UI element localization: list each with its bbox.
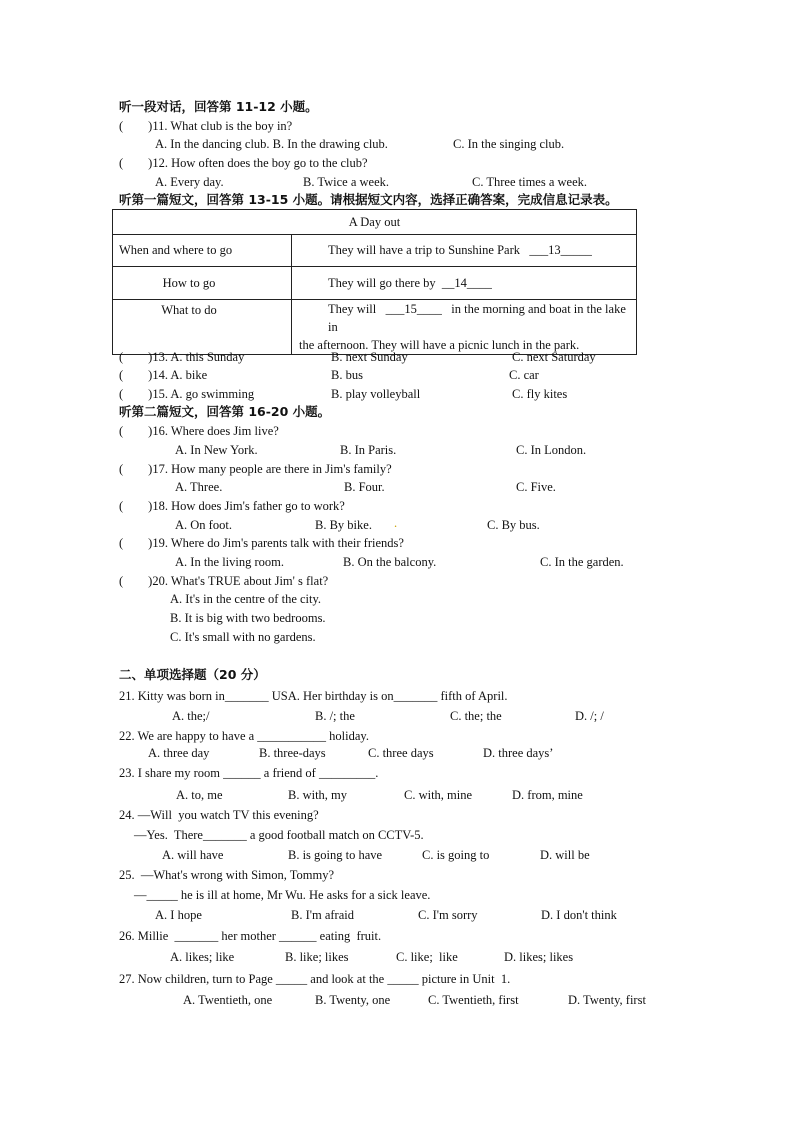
question-26: 26. Millie _______ her mother ______ eating fruit.	[119, 929, 382, 943]
q23-option-c: C. with, mine	[404, 788, 473, 802]
question-12: ( )12. How often does the boy go to the club?	[119, 156, 368, 170]
q16-option-c: C. In London.	[516, 443, 587, 457]
q22-option-b: B. three-days	[259, 746, 326, 760]
question-19: ( )19. Where do Jim's parents talk with their friends?	[119, 536, 404, 550]
blank-14: __14____	[441, 275, 492, 290]
q13-option-c: C. next Saturday	[512, 350, 596, 364]
table-label-when-where: When and where to go	[113, 235, 292, 267]
question-27: 27. Now children, turn to Page _____ and look at the _____ picture in Unit 1.	[119, 972, 511, 986]
q14-option-b: B. bus	[331, 368, 363, 382]
question-11: ( )11. What club is the boy in?	[119, 119, 293, 133]
q15-option-c: C. fly kites	[512, 387, 568, 401]
q25-option-a: A. I hope	[155, 908, 202, 922]
q15-option-b: B. play volleyball	[331, 387, 421, 401]
question-20: ( )20. What's TRUE about Jim' s flat?	[119, 574, 329, 588]
question-15: ( )15. A. go swimming	[119, 387, 255, 401]
table-cell-how: They will go there by __14____	[292, 267, 637, 300]
q25-option-c: C. I'm sorry	[418, 908, 478, 922]
q20-option-c: C. It's small with no gardens.	[170, 630, 316, 644]
question-16: ( )16. Where does Jim live?	[119, 424, 279, 438]
q25-option-b: B. I'm afraid	[291, 908, 354, 922]
table-cell-when-where: They will have a trip to Sunshine Park ___13_____	[292, 235, 637, 267]
question-22: 22. We are happy to have a ___________ holiday.	[119, 729, 369, 743]
q18-option-b: B. By bike.	[315, 518, 372, 532]
q16-option-b: B. In Paris.	[340, 443, 397, 457]
q19-option-b: B. On the balcony.	[343, 555, 437, 569]
q23-option-b: B. with, my	[288, 788, 348, 802]
q20-option-a: A. It's in the centre of the city.	[170, 592, 322, 606]
info-record-table	[112, 209, 637, 355]
q24-option-c: C. is going to	[422, 848, 490, 862]
heading-q11-12: 听一段对话，回答第 11-12 小题。	[119, 99, 318, 114]
heading-q13-15: 听第一篇短文，回答第 13-15 小题。请根据短文内容，选择正确答案，完成信息记录表。	[119, 192, 618, 207]
question-25-reply: —_____ he is ill at home, Mr Wu. He asks for a sick leave.	[134, 888, 431, 902]
question-18: ( )18. How does Jim's father go to work?	[119, 499, 345, 513]
question-24: 24. —Will you watch TV this evening?	[119, 808, 319, 822]
q14-option-c: C. car	[509, 368, 539, 382]
q27-option-d: D. Twenty, first	[568, 993, 646, 1007]
heading-q16-20: 听第二篇短文，回答第 16-20 小题。	[119, 404, 331, 419]
q19-option-a: A. In the living room.	[175, 555, 285, 569]
q27-option-b: B. Twenty, one	[315, 993, 391, 1007]
q17-option-c: C. Five.	[516, 480, 556, 494]
q24-option-b: B. is going to have	[288, 848, 383, 862]
question-23: 23. I share my room ______ a friend of _________.	[119, 766, 379, 780]
q13-option-b: B. next Sunday	[331, 350, 408, 364]
q17-option-b: B. Four.	[344, 480, 385, 494]
blank-13: ___13_____	[529, 243, 592, 257]
q18-option-c: C. By bus.	[487, 518, 540, 532]
q26-option-a: A. likes; like	[170, 950, 235, 964]
question-21: 21. Kitty was born in_______ USA. Her birthday is on_______ fifth of April.	[119, 689, 508, 703]
q21-option-a: A. the;/	[172, 709, 210, 723]
table-title: A Day out	[113, 210, 637, 235]
q11-option-ab: A. In the dancing club. B. In the drawing club.	[155, 137, 388, 151]
q22-option-c: C. three days	[368, 746, 434, 760]
q26-option-d: D. likes; likes	[504, 950, 574, 964]
question-24-reply: —Yes. There_______ a good football match on CCTV-5.	[134, 828, 424, 842]
q21-option-c: C. the; the	[450, 709, 502, 723]
q26-option-b: B. like; likes	[285, 950, 349, 964]
stray-dot: .	[394, 516, 398, 530]
q24-option-d: D. will be	[540, 848, 590, 862]
q25-option-d: D. I don't think	[541, 908, 617, 922]
question-14: ( )14. A. bike	[119, 368, 208, 382]
q12-option-b: B. Twice a week.	[303, 175, 390, 189]
q20-option-b: B. It is big with two bedrooms.	[170, 611, 326, 625]
q12-option-a: A. Every day.	[155, 175, 224, 189]
q21-option-d: D. /; /	[575, 709, 604, 723]
q23-option-a: A. to, me	[176, 788, 223, 802]
q24-option-a: A. will have	[162, 848, 224, 862]
table-cell-what: They will ___15____ in the morning and boat in the lake in the afternoon. They will have a picnic lunch in the park.	[292, 300, 637, 355]
table-label-what: What to do	[113, 300, 292, 355]
q17-option-a: A. Three.	[175, 480, 223, 494]
question-25: 25. —What's wrong with Simon, Tommy?	[119, 868, 335, 882]
q19-option-c: C. In the garden.	[540, 555, 624, 569]
q12-option-c: C. Three times a week.	[472, 175, 588, 189]
q23-option-d: D. from, mine	[512, 788, 583, 802]
heading-section-2: 二、单项选择题（20 分）	[119, 667, 266, 682]
q27-option-c: C. Twentieth, first	[428, 993, 519, 1007]
blank-15: ___15____	[385, 302, 442, 316]
question-17: ( )17. How many people are there in Jim's family?	[119, 462, 392, 476]
q22-option-d: D. three days’	[483, 746, 554, 760]
q18-option-a: A. On foot.	[175, 518, 232, 532]
q22-option-a: A. three day	[148, 746, 210, 760]
question-13: ( )13. A. this Sunday	[119, 350, 245, 364]
q11-option-c: C. In the singing club.	[453, 137, 565, 151]
q21-option-b: B. /; the	[315, 709, 355, 723]
q26-option-c: C. like; like	[396, 950, 458, 964]
q16-option-a: A. In New York.	[175, 443, 258, 457]
q27-option-a: A. Twentieth, one	[183, 993, 273, 1007]
table-label-how: How to go	[113, 267, 292, 300]
